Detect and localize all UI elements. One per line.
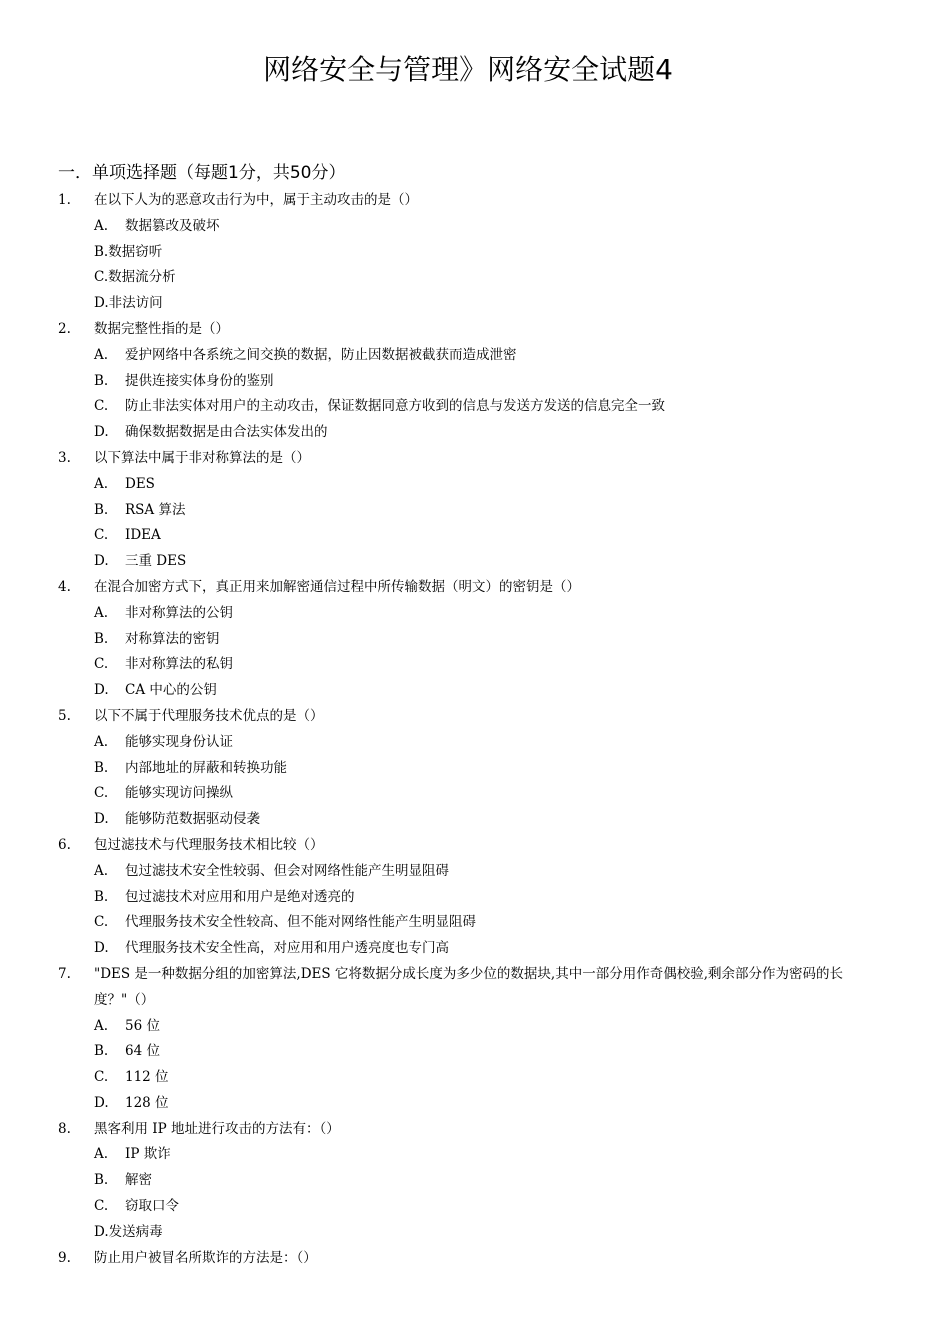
question-line <box>0 1246 854 1272</box>
option-letter: B. <box>94 888 109 905</box>
answer-option <box>0 472 950 498</box>
question-text: 在以下人为的恶意攻击行为中，属于主动攻击的是（） <box>94 192 418 208</box>
option-letter: C. <box>94 269 109 286</box>
option-letter: C. <box>94 656 109 673</box>
option-letter: D. <box>94 295 109 312</box>
option-letter: A. <box>94 346 109 363</box>
answer-option <box>0 369 950 395</box>
answer-option <box>0 420 950 446</box>
answer-option <box>0 1142 950 1168</box>
question-line <box>0 188 854 214</box>
option-text: 能够防范数据驱动侵袭 <box>125 811 260 828</box>
option-text: 64 位 <box>125 1043 160 1060</box>
answer-option <box>0 1065 950 1091</box>
question-number: 2. <box>58 320 71 337</box>
question-number: 5. <box>58 707 71 724</box>
option-text: 代理服务技术安全性较高、但不能对网络性能产生明显阻碍 <box>125 914 476 931</box>
option-text: CA 中心的公钥 <box>125 682 217 699</box>
question-line <box>0 317 854 343</box>
option-letter: A. <box>94 604 109 621</box>
question-number: 6. <box>58 836 71 853</box>
answer-option <box>0 214 950 240</box>
option-letter: C. <box>94 914 109 931</box>
answer-option <box>0 756 950 782</box>
question-number: 1. <box>58 192 71 208</box>
option-text: 非对称算法的私钥 <box>125 656 233 673</box>
question-text: 数据完整性指的是（） <box>94 320 229 337</box>
option-text: 能够实现访问操纵 <box>125 785 233 802</box>
answer-option <box>0 1039 950 1065</box>
question-item <box>0 317 950 446</box>
question-line <box>0 1117 854 1143</box>
answer-option <box>0 781 950 807</box>
question-text: 包过滤技术与代理服务技术相比较（） <box>94 836 324 853</box>
option-letter: A. <box>94 217 109 234</box>
answer-option <box>0 1014 950 1040</box>
option-letter: D. <box>94 553 109 570</box>
answer-option <box>0 859 950 885</box>
answer-option <box>0 910 950 936</box>
answer-option <box>0 523 950 549</box>
answer-option <box>0 807 950 833</box>
answer-option <box>0 652 950 678</box>
option-text: 三重 DES <box>125 553 187 570</box>
option-text: RSA 算法 <box>125 501 186 518</box>
option-letter: A. <box>94 733 109 750</box>
option-letter: B. <box>94 372 109 389</box>
option-text: 解密 <box>125 1172 152 1189</box>
option-letter: C. <box>94 398 109 415</box>
question-number: 7. <box>58 965 71 982</box>
question-text: 防止用户被冒名所欺诈的方法是：（） <box>94 1249 317 1266</box>
option-text: 确保数据数据是由合法实体发出的 <box>125 424 328 441</box>
option-text: 56 位 <box>125 1017 160 1034</box>
option-letter: D. <box>94 1094 109 1111</box>
option-letter: D. <box>94 1223 109 1240</box>
answer-option <box>0 936 950 962</box>
answer-option <box>0 627 950 653</box>
option-letter: B. <box>94 1172 109 1189</box>
question-line <box>0 962 854 1014</box>
option-text: 非法访问 <box>108 295 163 312</box>
option-text: 提供连接实体身份的鉴别 <box>125 372 274 389</box>
option-text: IDEA <box>125 527 161 544</box>
answer-option <box>0 1168 950 1194</box>
question-number: 9. <box>58 1249 71 1266</box>
question-text: 在混合加密方式下，真正用来加解密通信过程中所传输数据（明文）的密钥是（） <box>94 578 580 595</box>
option-letter: C. <box>94 527 109 544</box>
option-letter: C. <box>94 1069 109 1086</box>
question-item <box>0 1117 950 1246</box>
question-text: 以下不属于代理服务技术优点的是（） <box>94 707 324 724</box>
question-item <box>0 962 950 1117</box>
option-text: 发送病毒 <box>108 1223 163 1240</box>
option-letter: C. <box>94 1198 109 1215</box>
question-line <box>0 446 854 472</box>
question-item <box>0 188 950 317</box>
option-letter: D. <box>94 940 109 957</box>
question-line <box>0 704 854 730</box>
option-letter: B. <box>94 759 109 776</box>
question-line <box>0 575 854 601</box>
answer-option <box>0 730 950 756</box>
answer-option <box>0 1194 950 1220</box>
answer-option <box>0 265 950 291</box>
question-item <box>0 446 950 575</box>
answer-option <box>0 498 950 524</box>
answer-option <box>0 291 950 317</box>
question-item <box>0 575 950 704</box>
option-letter: D. <box>94 424 109 441</box>
option-text: 代理服务技术安全性高，对应用和用户透亮度也专门高 <box>125 940 449 957</box>
option-letter: A. <box>94 1017 109 1034</box>
option-text: 窃取口令 <box>125 1198 179 1215</box>
page-title: 网络安全与管理》网络安全试题4 <box>263 53 673 86</box>
option-letter: D. <box>94 682 109 699</box>
answer-option <box>0 394 950 420</box>
question-text: 黑客利用 IP 地址进行攻击的方法有：（） <box>94 1120 340 1137</box>
option-letter: C. <box>94 785 109 802</box>
question-list <box>0 188 950 1271</box>
option-text: 对称算法的密钥 <box>125 630 220 647</box>
question-item <box>0 1246 950 1272</box>
option-text: 包过滤技术对应用和用户是绝对透亮的 <box>125 888 355 905</box>
option-text: IP 欺诈 <box>125 1146 171 1163</box>
option-letter: B. <box>94 243 109 260</box>
question-item <box>0 704 950 833</box>
option-text: 爱护网络中各系统之间交换的数据，防止因数据被截获而造成泄密 <box>125 346 517 363</box>
answer-option <box>0 885 950 911</box>
option-text: 包过滤技术安全性较弱、但会对网络性能产生明显阻碍 <box>125 862 449 879</box>
question-item <box>0 833 950 962</box>
option-letter: B. <box>94 630 109 647</box>
answer-option <box>0 678 950 704</box>
option-letter: B. <box>94 1043 109 1060</box>
option-letter: B. <box>94 501 109 518</box>
question-number: 8. <box>58 1120 71 1137</box>
question-number: 4. <box>58 578 71 595</box>
question-text: 以下算法中属于非对称算法的是（） <box>94 449 310 466</box>
option-text: 内部地址的屏蔽和转换功能 <box>125 759 287 776</box>
option-text: 非对称算法的公钥 <box>125 604 233 621</box>
answer-option <box>0 343 950 369</box>
option-text: 数据篡改及破坏 <box>125 217 220 234</box>
option-text: 数据流分析 <box>108 269 176 286</box>
answer-option <box>0 601 950 627</box>
answer-option <box>0 1220 950 1246</box>
question-number: 3. <box>58 449 71 466</box>
option-letter: A. <box>94 1146 109 1163</box>
option-text: 防止非法实体对用户的主动攻击，保证数据同意方收到的信息与发送方发送的信息完全一致 <box>125 398 665 415</box>
option-text: 112 位 <box>125 1069 169 1086</box>
question-line <box>0 833 854 859</box>
question-text: "DES 是一种数据分组的加密算法,DES 它将数据分成长度为多少位的数据块,其中一部分用作奇偶校验,剩余部分作为密码的长度？"（） <box>94 965 844 1008</box>
answer-option <box>0 1091 950 1117</box>
answer-option <box>0 240 950 266</box>
option-text: 128 位 <box>125 1094 169 1111</box>
option-text: DES <box>125 475 155 492</box>
option-letter: D. <box>94 811 109 828</box>
option-text: 数据窃听 <box>108 243 163 260</box>
option-text: 能够实现身份认证 <box>125 733 233 750</box>
option-letter: A. <box>94 862 109 879</box>
section-heading: 一．单项选择题（每题1分，共50分） <box>58 163 346 183</box>
option-letter: A. <box>94 475 109 492</box>
answer-option <box>0 549 950 575</box>
